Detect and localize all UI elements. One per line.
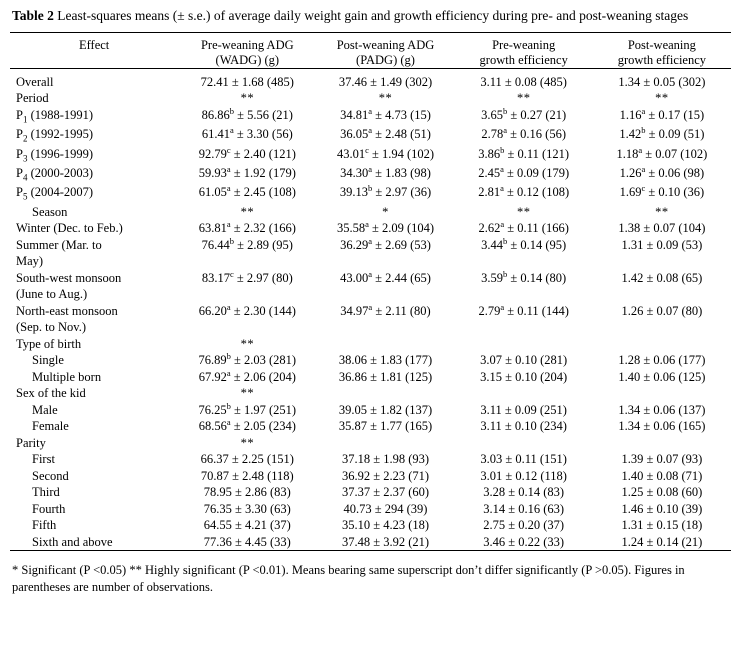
data-cell: 3.01 ± 0.12 (118) <box>480 468 567 483</box>
row-label: South-west monsoon (June to Aug.) <box>10 270 178 303</box>
data-cell: 34.81$^a$ ± 4.73 (15) <box>340 105 431 122</box>
data-cell: 36.29$^a$ ± 2.69 (53) <box>340 235 431 252</box>
superscript-letter: a <box>368 301 373 312</box>
superscript-letter: a <box>500 163 504 174</box>
table-row <box>10 402 731 419</box>
data-cell: 64.55 ± 4.21 (37) <box>203 518 291 533</box>
row-label: Period <box>16 91 49 106</box>
significance-marker <box>455 336 593 353</box>
data-cell: 59.93$^a$ ± 1.92 (179) <box>198 163 296 180</box>
row-label: Second <box>32 468 69 483</box>
data-cell: 36.05$^a$ ± 2.48 (51) <box>340 125 431 142</box>
column-header-line1: Pre-weaning <box>492 37 556 52</box>
significance-marker <box>455 435 593 452</box>
table-row <box>10 90 731 107</box>
superscript-letter: b <box>503 105 508 116</box>
data-cell: 86.86$^b$ ± 5.56 (21) <box>201 105 293 122</box>
rule-cell <box>455 551 593 557</box>
data-cell: 2.78$^a$ ± 0.16 (56) <box>481 125 566 142</box>
row-label: First <box>32 452 55 467</box>
row-label: Parity <box>16 435 46 450</box>
table-row <box>10 418 731 435</box>
data-cell: 38.06 ± 1.83 (177) <box>338 353 433 368</box>
data-cell: 1.31 ± 0.09 (53) <box>621 237 703 252</box>
data-cell: 61.05$^a$ ± 2.45 (108) <box>198 183 296 200</box>
data-cell: 37.48 ± 3.92 (21) <box>341 534 430 549</box>
significance-marker <box>593 336 731 353</box>
data-cell: 37.37 ± 2.37 (60) <box>341 485 430 500</box>
superscript-letter: a <box>500 183 504 194</box>
column-header-0 <box>10 38 178 69</box>
superscript-letter: a <box>500 219 505 230</box>
row-label: $P_2$ (1992-1995) <box>16 127 94 144</box>
superscript-letter: c <box>365 144 369 155</box>
row-label: Type of birth <box>16 336 82 351</box>
significance-marker: ** <box>655 204 669 219</box>
superscript-letter: a <box>500 301 505 312</box>
data-cell: 3.44$^b$ ± 0.14 (95) <box>481 235 567 252</box>
column-header-line2: (PADG) (g) <box>356 52 415 67</box>
row-label: Overall <box>16 74 54 89</box>
data-cell: 1.18$^a$ ± 0.07 (102) <box>616 144 708 161</box>
significance-marker: ** <box>240 91 255 106</box>
superscript-letter: a <box>503 125 508 136</box>
data-cell: 2.75 ± 0.20 (37) <box>483 518 565 533</box>
superscript-letter: a <box>368 268 372 279</box>
superscript-letter: c <box>226 144 231 155</box>
data-cell: 43.00$^a$ ± 2.44 (65) <box>340 268 431 285</box>
table-bottom-rule <box>10 551 731 557</box>
row-label: Multiple born <box>32 369 102 384</box>
data-cell: 3.07 ± 0.10 (281) <box>480 353 568 368</box>
table-row <box>10 165 731 184</box>
table-footnote: * Significant (P <0.05) ** Highly significant (P <0.01). Means bearing same superscript don’t differ significantly (P >0.05). Figures in parentheses are number of observations. <box>12 563 685 594</box>
data-cell: 43.01$^c$ ± 1.94 (102) <box>336 144 435 161</box>
data-cell: 3.11 ± 0.08 (485) <box>480 74 567 89</box>
row-label-line2: May) <box>16 254 44 269</box>
superscript-letter: b <box>229 235 235 246</box>
table-header-row <box>10 38 731 69</box>
column-header-4 <box>593 38 731 69</box>
row-label: Male <box>32 402 58 417</box>
data-cell: 1.40 ± 0.06 (125) <box>618 369 706 384</box>
table-row <box>10 468 731 485</box>
table-row <box>10 369 731 386</box>
superscript-letter: a <box>226 183 231 194</box>
data-cell: 3.03 ± 0.11 (151) <box>480 452 567 467</box>
superscript-letter: a <box>368 105 372 116</box>
data-cell: 1.25 ± 0.08 (60) <box>621 485 703 500</box>
table-row <box>10 484 731 501</box>
table-body <box>10 32 731 556</box>
superscript-letter: b <box>500 144 505 155</box>
data-cell: 1.24 ± 0.14 (21) <box>621 534 703 549</box>
superscript-letter: a <box>368 125 372 136</box>
superscript-letter: b <box>229 105 235 116</box>
data-cell: 39.13$^b$ ± 2.97 (36) <box>339 183 432 200</box>
rule-cell <box>10 551 178 557</box>
data-cell: 66.20$^a$ ± 2.30 (144) <box>198 301 296 318</box>
data-cell: 77.36 ± 4.45 (33) <box>203 534 291 549</box>
table-row <box>10 126 731 145</box>
data-cell: 1.34 ± 0.06 (137) <box>618 402 706 417</box>
data-cell: 35.10 ± 4.23 (18) <box>341 518 430 533</box>
column-header-line2: (WADG) (g) <box>215 52 280 67</box>
data-cell: 1.34 ± 0.05 (302) <box>618 74 706 89</box>
column-header-line2: growth efficiency <box>617 52 707 67</box>
data-cell: 34.97$^a$ ± 2.11 (80) <box>340 301 431 318</box>
data-cell: 2.81$^a$ ± 0.12 (108) <box>478 183 570 200</box>
table-row <box>10 517 731 534</box>
data-cell: 2.45$^a$ ± 0.09 (179) <box>478 163 570 180</box>
data-cell: 36.86 ± 1.81 (125) <box>338 369 433 384</box>
significance-marker <box>593 385 731 402</box>
superscript-letter: a <box>368 235 372 246</box>
row-label: $P_1$ (1988-1991) <box>16 107 94 125</box>
superscript-letter: a <box>641 163 646 174</box>
data-cell: 63.81$^a$ ± 2.32 (166) <box>198 219 296 236</box>
data-cell: 37.18 ± 1.98 (93) <box>341 452 430 467</box>
row-label: Female <box>32 419 69 434</box>
rule-cell <box>593 551 731 557</box>
superscript-letter: b <box>226 351 231 362</box>
data-cell: 1.28 ± 0.06 (177) <box>618 353 706 368</box>
data-cell: 76.35 ± 3.30 (63) <box>203 501 291 516</box>
significance-marker: ** <box>240 386 255 401</box>
data-cell: 1.31 ± 0.15 (18) <box>621 518 703 533</box>
data-cell: 37.46 ± 1.49 (302) <box>338 74 433 89</box>
significance-marker: ** <box>240 435 255 450</box>
data-cell: 72.41 ± 1.68 (485) <box>200 74 294 89</box>
superscript-letter: b <box>641 125 646 136</box>
column-header-1 <box>178 38 316 69</box>
data-cell: 70.87 ± 2.48 (118) <box>200 468 294 483</box>
data-cell: 1.40 ± 0.08 (71) <box>621 468 703 483</box>
row-label: Sex of the kid <box>16 386 86 401</box>
table-row <box>10 204 731 221</box>
data-cell: 3.46 ± 0.22 (33) <box>483 534 565 549</box>
column-header-2 <box>316 38 454 69</box>
data-cell: 68.56$^a$ ± 2.05 (234) <box>198 417 296 434</box>
column-header-3 <box>455 38 593 69</box>
data-cell: 83.17$^c$ ± 2.97 (80) <box>201 268 293 285</box>
caption-text: Least-squares means (± s.e.) of average daily weight gain and growth efficiency during pre- and post-weaning stages <box>57 8 689 23</box>
superscript-letter: b <box>503 268 508 279</box>
significance-marker: ** <box>378 91 393 106</box>
superscript-letter: a <box>226 301 231 312</box>
superscript-letter: a <box>365 219 369 230</box>
row-label: $P_3$ (1996-1999) <box>16 146 94 164</box>
data-cell: 3.11 ± 0.10 (234) <box>480 419 567 434</box>
data-cell: 35.87 ± 1.77 (165) <box>338 419 433 434</box>
row-label: North-east monsoon (Sep. to Nov.) <box>10 303 178 336</box>
superscript-letter: a <box>230 125 234 136</box>
superscript-letter: a <box>226 219 231 230</box>
row-label: Sixth and above <box>32 534 113 549</box>
row-label: Third <box>32 485 60 500</box>
rule-cell <box>178 551 316 557</box>
data-cell: 3.14 ± 0.16 (63) <box>483 501 565 516</box>
column-header-line1: Effect <box>78 37 110 52</box>
data-cell: 1.26 ± 0.07 (80) <box>621 303 703 318</box>
data-cell: 3.86$^b$ ± 0.11 (121) <box>478 144 570 161</box>
significance-marker <box>316 336 454 353</box>
superscript-letter: a <box>226 417 231 428</box>
table-row <box>10 352 731 369</box>
row-label: Fifth <box>32 518 57 533</box>
table-caption <box>12 8 731 25</box>
significance-marker <box>455 385 593 402</box>
table-row <box>10 534 731 551</box>
significance-marker: ** <box>516 91 531 106</box>
row-label: Winter (Dec. to Feb.) <box>16 221 123 236</box>
superscript-letter: a <box>638 144 643 155</box>
superscript-letter: b <box>367 183 373 194</box>
data-cell: 1.34 ± 0.06 (165) <box>618 419 706 434</box>
significance-marker <box>316 385 454 402</box>
data-cell: 40.73 ± 294 (39) <box>343 501 428 516</box>
table-row <box>10 146 731 165</box>
significance-marker <box>593 435 731 452</box>
table-row <box>10 270 731 303</box>
row-label: $P_4$ (2000-2003) <box>16 166 94 183</box>
row-label: Summer (Mar. to May) <box>10 237 178 270</box>
superscript-letter: c <box>230 268 234 279</box>
data-cell: 1.26$^a$ ± 0.06 (98) <box>619 163 705 180</box>
table-row <box>10 237 731 270</box>
data-cell: 36.92 ± 2.23 (71) <box>341 468 430 483</box>
significance-marker: ** <box>240 204 255 219</box>
superscript-letter: a <box>368 163 372 174</box>
superscript-letter: b <box>226 400 231 411</box>
row-label: Single <box>32 353 64 368</box>
data-cell: 61.41$^a$ ± 3.30 (56) <box>201 125 293 142</box>
data-cell: 92.79$^c$ ± 2.40 (121) <box>198 144 296 161</box>
data-cell: 3.28 ± 0.14 (83) <box>483 485 565 500</box>
data-cell: 34.30$^a$ ± 1.83 (98) <box>340 163 431 180</box>
data-cell: 1.42 ± 0.08 (65) <box>621 270 703 285</box>
superscript-letter: b <box>503 235 508 246</box>
superscript-letter: a <box>226 163 231 174</box>
data-cell: 2.79$^a$ ± 0.11 (144) <box>478 301 569 318</box>
column-header-line1: Post-weaning <box>627 37 696 52</box>
data-cell: 66.37 ± 2.25 (151) <box>200 452 294 467</box>
data-cell: 3.59$^b$ ± 0.14 (80) <box>481 268 567 285</box>
table-row <box>10 501 731 518</box>
data-cell: 76.25$^b$ ± 1.97 (251) <box>198 400 297 417</box>
caption-label: Table 2 <box>12 8 54 23</box>
significance-marker: ** <box>516 204 531 219</box>
table-row <box>10 74 731 91</box>
superscript-letter: a <box>226 367 231 378</box>
row-label: $P_5$ (2004-2007) <box>16 185 94 202</box>
data-cell: 76.44$^b$ ± 2.89 (95) <box>201 235 293 252</box>
row-label: Season <box>32 204 68 219</box>
rule-cell <box>316 551 454 557</box>
data-cell: 3.15 ± 0.10 (204) <box>480 369 568 384</box>
table-row <box>10 220 731 237</box>
row-label-line2: (Sep. to Nov.) <box>16 320 87 335</box>
data-cell: 1.42$^b$ ± 0.09 (51) <box>619 125 705 142</box>
results-table <box>10 32 731 556</box>
data-cell: 1.69$^c$ ± 0.10 (36) <box>619 183 705 200</box>
table-row <box>10 336 731 353</box>
significance-marker: * <box>382 204 389 219</box>
significance-marker: ** <box>655 91 669 106</box>
data-cell: 2.62$^a$ ± 0.11 (166) <box>478 219 569 236</box>
data-cell: 1.38 ± 0.07 (104) <box>618 221 706 236</box>
significance-marker: ** <box>240 336 255 351</box>
data-cell: 67.92$^a$ ± 2.06 (204) <box>198 367 296 384</box>
table-row <box>10 435 731 452</box>
row-label: Fourth <box>32 501 66 516</box>
table-row <box>10 107 731 126</box>
data-cell: 35.58$^a$ ± 2.09 (104) <box>336 219 435 236</box>
data-cell: 1.39 ± 0.07 (93) <box>621 452 703 467</box>
data-cell: 39.05 ± 1.82 (137) <box>338 402 433 417</box>
superscript-letter: a <box>641 105 646 116</box>
row-label-line2: (June to Aug.) <box>16 287 88 302</box>
column-header-line2: growth efficiency <box>479 52 568 67</box>
significance-marker <box>316 435 454 452</box>
data-cell: 1.46 ± 0.10 (39) <box>621 501 703 516</box>
data-cell: 3.65$^b$ ± 0.27 (21) <box>481 105 567 122</box>
superscript-letter: c <box>641 183 646 194</box>
data-cell: 78.95 ± 2.86 (83) <box>203 485 291 500</box>
column-header-line1: Pre-weaning ADG <box>200 37 294 52</box>
data-cell: 3.11 ± 0.09 (251) <box>480 402 567 417</box>
table-row <box>10 385 731 402</box>
data-cell: 76.89$^b$ ± 2.03 (281) <box>198 351 297 368</box>
column-header-line1: Post-weaning ADG <box>336 37 435 52</box>
table-row <box>10 303 731 336</box>
table-row <box>10 451 731 468</box>
data-cell: 1.16$^a$ ± 0.17 (15) <box>619 105 705 122</box>
table-row <box>10 184 731 203</box>
